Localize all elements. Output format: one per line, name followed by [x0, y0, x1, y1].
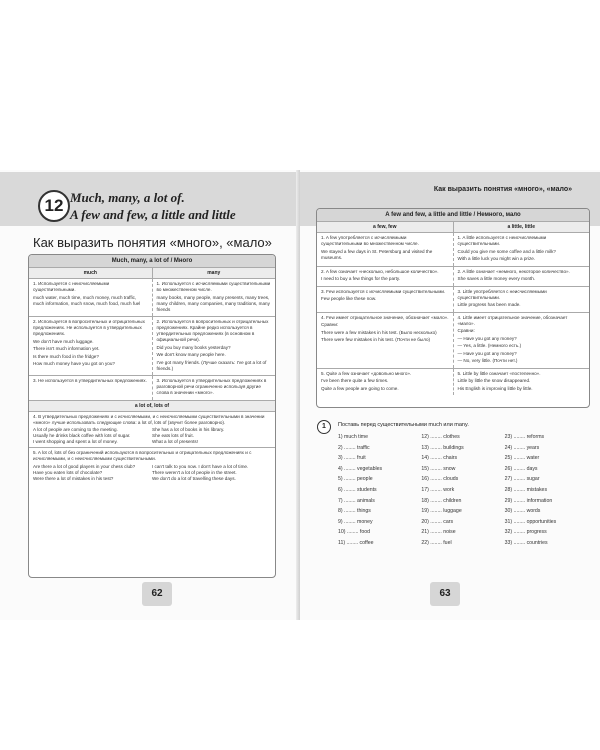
example-sentence: Were there a lot of mistakes in his test?	[33, 475, 114, 481]
many-cell	[152, 376, 276, 400]
lesson-subheading: Как выразить понятия «много», «мало»	[33, 235, 272, 250]
left-page	[0, 170, 300, 620]
page-number-left: 62	[142, 582, 172, 606]
example-sentence: I can't talk to you now. I don't have a lot of time.	[152, 463, 249, 469]
cell-text: Quite a few people are going to come.	[321, 385, 399, 391]
column-much: much	[83, 270, 97, 276]
cell-text: We don't have much luggage.	[33, 338, 94, 344]
cell-text: Is there much food in the fridge?	[33, 353, 99, 359]
cell-text: — Yes, a little. (Немного есть.)	[457, 343, 522, 348]
exercise-item: 22) ........ fuel	[421, 539, 452, 546]
cell-text: — Have you got any money?	[457, 335, 517, 341]
example-sentence: A lot of people are coming to the meeting.	[33, 427, 118, 432]
table-row	[29, 375, 275, 400]
many-cell	[152, 317, 276, 375]
cell-text: How much money have you got on you?	[33, 361, 115, 366]
cell-text: many books, many people, many presents, many trees, many children, many companies, many traditions, many friends	[156, 294, 270, 312]
exercise-item: 6) ........ students	[338, 486, 377, 493]
cell-text: 1. A little используется с неисчисляемыми существительными.	[457, 235, 547, 246]
table-column-header	[29, 267, 275, 278]
right-header-text: Как выразить понятия «много», «мало»	[433, 186, 572, 193]
few-cell	[317, 287, 453, 312]
lesson-number-badge: 12	[38, 190, 70, 222]
table-row	[317, 266, 589, 286]
cell-text: 4. Few имеет отрицательное значение, обозначает «мало».	[321, 314, 449, 320]
table-row	[317, 312, 589, 368]
cell-text: Little by little the snow disappeared.	[457, 378, 531, 383]
many-cell	[152, 279, 276, 316]
little-cell	[453, 369, 590, 396]
exercise-item: 25) ........ water	[504, 455, 540, 462]
cell-text: much water, much time, much money, much traffic, much information, much snow, much food, much fuel	[33, 294, 141, 306]
cell-text: — Have you got any money?	[457, 350, 517, 356]
example-sentence: Have you eaten lots of chocolate?	[33, 469, 103, 475]
cell-text: 2. Используется в вопросительных и отрицательных предложениях. Крайне редко используется в утвердительных предложениях (в основном в официальной речи).	[156, 319, 269, 342]
exercise-item: 18) ........ children	[421, 497, 462, 504]
cell-text: 2. A few означает «несколько, небольшое количество».	[321, 268, 439, 274]
exercise-item: 7) ........ animals	[338, 497, 375, 504]
cell-text: Could you give me some coffee and a little milk?	[457, 248, 556, 254]
exercise-item: 13) ........ buildings	[421, 444, 464, 451]
page-number-right: 63	[430, 582, 460, 606]
exercise-item: 32) ........ progress	[504, 529, 547, 536]
example-sentence: What a lot of presents!	[152, 439, 198, 444]
exercise-item: 33) ........ countries	[504, 539, 548, 546]
exercise-item: 16) ........ clouds	[421, 476, 459, 483]
much-cell	[29, 376, 152, 400]
cell-text: 5. Little by little означает «постепенно».	[457, 370, 541, 376]
exercise-item: 2) ........ traffic	[338, 444, 370, 451]
lot-of-row	[29, 411, 275, 448]
exercise-item: 5) ........ people	[338, 476, 373, 483]
lot-of-header: a lot of, lots of	[29, 400, 275, 411]
cell-text: With a little luck you might win a prize.	[457, 256, 536, 261]
table-row	[29, 278, 275, 316]
lot-of-rule: 5. A lot of, lots of без ограничений используются в вопросительных и отрицательных предложениях и с исчисляемыми, и с неисчисляемыми существительными.	[33, 450, 252, 461]
exercise-item: 17) ........ work	[421, 486, 455, 493]
exercise-item: 24) ........ years	[504, 444, 540, 451]
lot-of-rule: 4. В утвердительных предложениях и с исчисляемыми, и с неисчисляемыми существительными в значении «много» лучше использовать следующие слова: a lot of, lots of (звучит более разговорно).	[33, 413, 265, 425]
cell-text: 1. A few употребляется с исчисляемыми существительными во множественном числе.	[321, 235, 419, 246]
cell-text: Little progress has been made.	[457, 302, 521, 307]
lesson-title-line2: A few and few, a little and little	[70, 207, 236, 222]
exercise-item: 21) ........ noise	[421, 529, 456, 536]
cell-text: Did you buy many books yesterday?	[156, 344, 231, 350]
few-cell	[317, 313, 453, 368]
exercise-item: 19) ........ luggage	[421, 508, 462, 515]
cell-text: 1. Используется с исчисляемыми существительными во множественном числе.	[156, 281, 271, 292]
cell-text: 1. Используется с неисчисляемыми существительными.	[33, 281, 110, 292]
book-spread	[0, 170, 600, 620]
cell-text: I've been there quite a few times.	[321, 378, 389, 383]
exercise-item: 30) ........ words	[504, 508, 541, 515]
example-sentence: We don't do a lot of travelling these days.	[152, 475, 236, 481]
column-few: a few, few	[373, 224, 397, 230]
cell-text: She saves a little money every month.	[457, 276, 536, 281]
little-cell	[453, 267, 590, 286]
few-table-title: A few and few, a little and little / Немного, мало	[317, 209, 589, 221]
example-sentence: I went shopping and spent a lot of money.	[33, 439, 118, 444]
exercise-item: 28) ........ mistakes	[504, 486, 548, 493]
few-cell	[317, 233, 453, 266]
much-cell	[29, 317, 152, 375]
exercise-item: 4) ........ vegetables	[338, 465, 383, 472]
cell-text: 2. Используется в вопросительных и отрицательных предложениях. Не используется в утвердительных предложениях.	[33, 319, 145, 336]
table-row	[317, 286, 589, 312]
right-page	[300, 170, 600, 620]
exercise-instruction: Поставь перед существительными much или many.	[338, 422, 469, 428]
cell-text: 3. Не используется в утвердительных предложениях.	[33, 378, 147, 383]
cell-text: 2. A little означает «немного, некоторое количество».	[457, 268, 570, 274]
lesson-title-line1: Much, many, a lot of.	[70, 190, 185, 205]
exercise-item: 27) ........ sugar	[504, 476, 540, 483]
cell-text: Few people like these now.	[321, 296, 377, 301]
cell-text: 3. Little употребляется с неисчисляемыми существительными.	[457, 288, 547, 300]
cell-text: There were a few mistakes in his test. (Было несколько)	[321, 329, 437, 335]
few-little-table	[316, 208, 590, 408]
few-cell	[317, 369, 453, 396]
column-little: a little, little	[453, 222, 590, 232]
exercise-item: 10) ........ food	[338, 529, 371, 536]
cell-text: 4. Little имеет отрицательное значение, обозначает «мало».	[457, 314, 568, 326]
exercise-item: 20) ........ cars	[421, 518, 454, 525]
example-pair	[33, 439, 271, 445]
example-sentence: There weren't a lot of people in the street.	[152, 469, 237, 475]
cell-text: Сравни:	[321, 322, 339, 327]
exercise-grid	[338, 432, 588, 549]
much-many-table	[28, 254, 276, 578]
cell-text: Сравни:	[457, 328, 475, 333]
cell-text: There isn't much information yet.	[33, 346, 100, 351]
exercise-item: 15) ........ snow	[421, 465, 456, 472]
table-row	[317, 368, 589, 396]
table-title: Much, many, a lot of / Много	[29, 255, 275, 267]
exercise-item: 9) ........ money	[338, 518, 373, 525]
example-pair	[33, 476, 271, 482]
column-many: many	[152, 268, 276, 278]
cell-text: — No, very little. (Почти нет.)	[457, 358, 518, 363]
example-sentence: Usually he drinks black coffee with lots of sugar.	[33, 433, 131, 438]
little-cell	[453, 233, 590, 266]
cell-text: I need to buy a few things for the party.	[321, 276, 401, 281]
cell-text: 3. Few используется с исчисляемыми существительными.	[321, 288, 446, 294]
little-cell	[453, 287, 590, 312]
table-row	[317, 232, 589, 266]
cell-text: His English is improving little by little.	[457, 385, 533, 391]
few-table-column-header	[317, 221, 589, 232]
exercise-item: 12) ........ clothes	[421, 434, 460, 440]
little-cell	[453, 313, 590, 368]
exercise-item: 1) much time	[338, 434, 368, 440]
exercise-number: 1	[317, 420, 331, 434]
exercise-item: 11) ........ coffee	[338, 539, 374, 546]
cell-text: We don't know many people here.	[156, 352, 226, 357]
example-sentence: She has a lot of books in his library.	[152, 427, 225, 432]
exercise-item: 26) ........ days	[504, 465, 538, 472]
cell-text: There were few mistakes in his test. (Почти не было)	[321, 337, 431, 342]
exercise-item: 14) ........ chairs	[421, 455, 458, 462]
cell-text: We stayed a few days in St. Petersburg and visited the museums.	[321, 248, 433, 260]
exercise-item: 8) ........ things	[338, 508, 371, 515]
exercise-item: 31) ........ opportunities	[504, 518, 557, 525]
cell-text: 5. Quite a few означает «довольно много».	[321, 370, 412, 376]
few-cell	[317, 267, 453, 286]
exercise-item: 23) ........ reforms	[504, 434, 545, 440]
table-row	[29, 316, 275, 375]
example-sentence: She eats lots of fruit.	[152, 433, 194, 438]
exercise-item: 3) ........ fruit	[338, 455, 366, 462]
cell-text: I've got many friends. (Лучше сказать: I've got a lot of friends.)	[156, 359, 267, 371]
example-sentence: Are there a lot of good players in your chess club?	[33, 463, 136, 469]
much-cell	[29, 279, 152, 316]
exercise-item: 29) ........ information	[504, 497, 553, 504]
cell-text: 3. Используется в утвердительных предложениях в разговорной речи ограниченно используя другие слова в значении «много».	[156, 378, 267, 395]
lot-of-row	[29, 447, 275, 484]
